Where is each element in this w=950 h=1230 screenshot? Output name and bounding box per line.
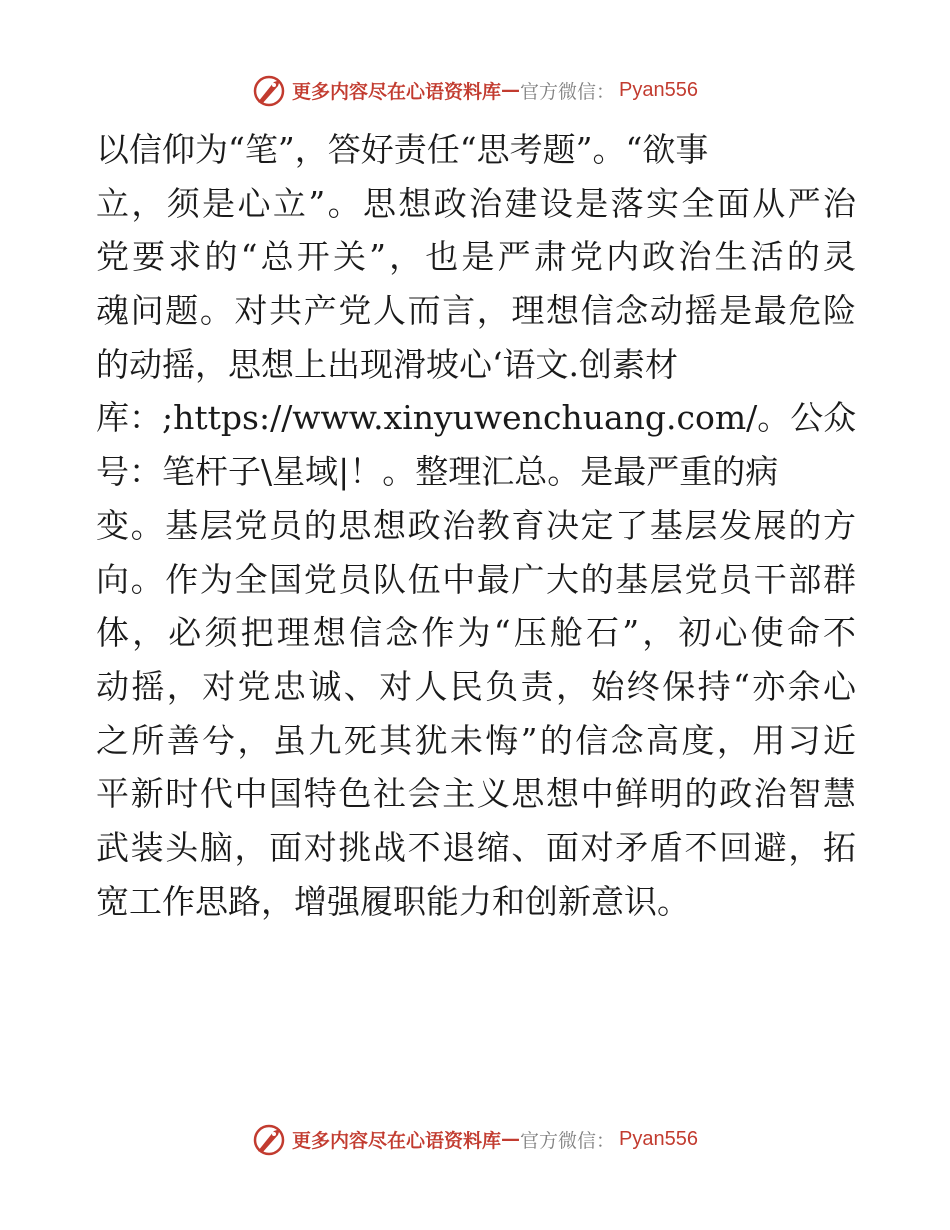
footer-wechat-id: Pyan556 [619,1127,698,1150]
body-line: 的动摇，思想上出现滑坡心‘语文.创素材 [96,344,678,384]
body-line: 体，必须把理想信念作为“压舱石”，初心使命不 [96,613,856,653]
body-line: 号：笔杆子\星域|！。整理汇总。是最严重的病 [96,452,779,492]
header-wechat-label: 官方微信： [520,80,616,103]
body-line: 魂问题。对共产党人而言，理想信念动摇是最危险 [96,291,856,331]
footer-wechat-label: 官方微信： [520,1129,616,1152]
header-wechat-id: Pyan556 [619,78,698,101]
header-dash: — [501,79,521,101]
header-banner [0,70,950,110]
footer-site-text: 更多内容尽在心语资料库 [292,1129,502,1152]
body-line: 之所善兮，虽九死其犹未悔”的信念高度，用习近 [96,720,856,760]
body-line: 宽工作思路，增强履职能力和创新意识。 [96,881,690,921]
body-line: 武装头脑，面对挑战不退缩、面对矛盾不回避，拓 [96,827,856,867]
body-line: 以信仰为“笔”，答好责任“思考题”。“欲事 [96,130,709,169]
body-line: 平新时代中国特色社会主义思想中鲜明的政治智慧 [96,774,856,814]
header-site-text: 更多内容尽在心语资料库 [292,80,502,103]
article-body [96,123,856,928]
body-line: 党要求的“总开关”，也是严肃党内政治生活的灵 [96,237,856,277]
body-line: 立，须是心立”。思想政治建设是落实全面从严治 [96,183,856,223]
body-line: 库：;https://www.xinyuwenchuang.com/。公众 [96,398,857,438]
body-line: 向。作为全国党员队伍中最广大的基层党员干部群 [96,559,856,599]
footer-dash: — [501,1128,521,1150]
footer-banner [0,1119,950,1159]
pen-nib-logo-icon [252,1121,288,1157]
body-line: 变。基层党员的思想政治教育决定了基层发展的方 [96,505,856,545]
pen-nib-logo-icon [252,72,288,108]
body-line: 动摇，对党忠诚、对人民负责，始终保持“亦余心 [96,666,856,706]
